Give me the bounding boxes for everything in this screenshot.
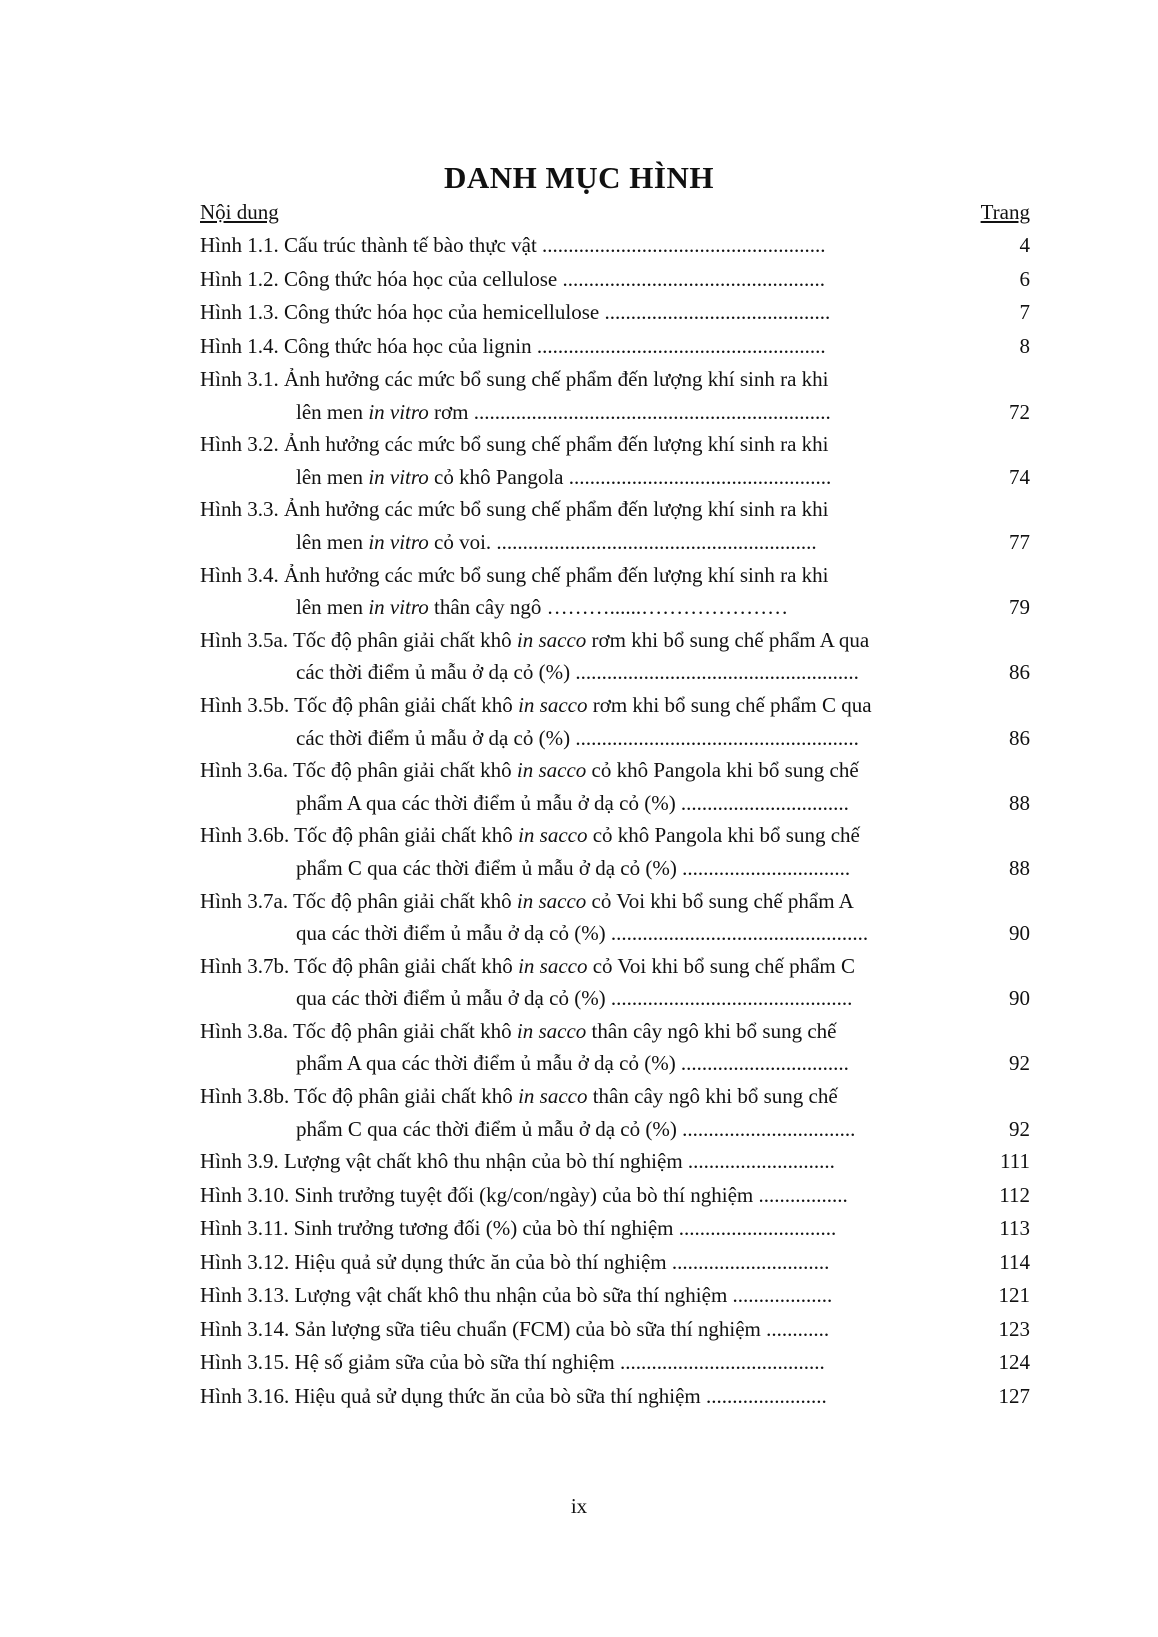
figure-entry-page: 121: [998, 1283, 1030, 1308]
figure-entry-text: Hình 3.15. Hệ số giảm sữa của bò sữa thí nghiệm .......................................: [200, 1350, 825, 1375]
figure-entry-text: Hình 3.13. Lượng vật chất khô thu nhận của bò sữa thí nghiệm ...................: [200, 1283, 833, 1308]
text-run: cỏ voi. .............................................................: [428, 529, 817, 554]
figure-entry[interactable]: [200, 330, 1030, 364]
figure-entry-page: 86: [1009, 660, 1030, 685]
figure-entry-page: 111: [1000, 1149, 1030, 1174]
figure-entry-page: 88: [1009, 855, 1030, 880]
figure-entry[interactable]: [200, 1346, 1030, 1380]
figure-entry-text: Hình 3.3. Ảnh hưởng các mức bổ sung chế phẩm đến lượng khí sinh ra khi: [200, 497, 829, 522]
text-run: Hình 3.6b. Tốc độ phân giải chất khô: [200, 823, 519, 848]
figure-entry-text: Hình 3.14. Sản lượng sữa tiêu chuẩn (FCM) của bò sữa thí nghiệm ............: [200, 1316, 830, 1341]
italic-term: in vitro: [368, 464, 429, 489]
italic-term: in sacco: [518, 823, 588, 848]
text-run: Hình 3.7a. Tốc độ phân giải chất khô: [200, 888, 517, 913]
figure-entry-page: 92: [1009, 1051, 1030, 1076]
figure-entry-text: Hình 3.12. Hiệu quả sử dụng thức ăn của bò thí nghiệm ..............................: [200, 1249, 830, 1274]
figure-entry-continuation: [200, 396, 970, 429]
figure-entry-text: [200, 823, 860, 847]
figure-entry-text: Hình 3.11. Sinh trưởng tương đối (%) của bò thí nghiệm ..............................: [200, 1216, 837, 1241]
figure-entry-page: 90: [1009, 921, 1030, 946]
text-run: lên men: [296, 399, 369, 424]
figure-entry[interactable]: [200, 363, 1030, 428]
figure-entry-page: 74: [1009, 464, 1030, 489]
text-run: thân cây ngô ………......…………………: [428, 595, 789, 620]
figure-entry-text: [200, 1019, 837, 1043]
figure-entry-page: 114: [999, 1249, 1030, 1274]
figure-entry[interactable]: [200, 1015, 1030, 1080]
text-run: cỏ khô Pangola ..................................................: [428, 464, 832, 489]
figure-entry[interactable]: [200, 1246, 1030, 1280]
text-run: thân cây ngô khi bổ sung chế: [587, 1084, 838, 1109]
italic-term: in sacco: [518, 953, 588, 978]
text-run: Hình 3.5a. Tốc độ phân giải chất khô: [200, 627, 517, 652]
text-run: rơm ....................................................................: [428, 399, 831, 424]
figure-entry-page: 124: [998, 1350, 1030, 1375]
figure-entry[interactable]: [200, 885, 1030, 950]
figure-entry[interactable]: [200, 1179, 1030, 1213]
figure-entry-page: 8: [1019, 333, 1030, 358]
page-title: DANH MỤC HÌNH: [444, 160, 714, 195]
figure-entry-text: Hình 1.3. Công thức hóa học của hemicellulose ...........................................: [200, 300, 831, 324]
italic-term: in sacco: [516, 758, 587, 783]
figure-entry[interactable]: [200, 1080, 1030, 1145]
figure-entry-page: 7: [1019, 300, 1030, 324]
figure-entry[interactable]: [200, 1279, 1030, 1313]
figure-entry-text: Hình 3.9. Lượng vật chất khô thu nhận của bò thí nghiệm ............................: [200, 1149, 835, 1174]
figure-entry-page: 123: [998, 1316, 1030, 1341]
text-run: lên men: [296, 464, 369, 489]
figure-entry[interactable]: [200, 493, 1030, 558]
figure-entry-continuation: các thời điểm ủ mẫu ở dạ cỏ (%) ......................................................: [296, 660, 859, 685]
text-run: cỏ khô Pangola khi bổ sung chế: [587, 823, 860, 848]
figure-entry-text: Hình 3.2. Ảnh hưởng các mức bổ sung chế phẩm đến lượng khí sinh ra khi: [200, 432, 829, 457]
figure-entry-text: Hình 1.2. Công thức hóa học của cellulose ..................................................: [200, 266, 825, 291]
figure-list: [200, 196, 1030, 1413]
figure-entry-page: 4: [1019, 233, 1030, 257]
figure-entry-page: 72: [1009, 399, 1030, 424]
figure-entry[interactable]: [200, 229, 1030, 263]
figure-entry-page: 6: [1019, 266, 1030, 291]
figure-entry-text: [200, 954, 855, 978]
figure-entry-page: 92: [1009, 1116, 1030, 1141]
page-column-label: Trang: [980, 200, 1030, 224]
text-run: lên men: [296, 529, 369, 554]
figure-entry[interactable]: [200, 1380, 1030, 1414]
figure-entry-page: 127: [998, 1383, 1030, 1408]
figure-entry-page: 77: [1009, 529, 1030, 554]
italic-term: in vitro: [368, 529, 429, 554]
figure-entry[interactable]: [200, 559, 1030, 624]
italic-term: in sacco: [516, 1018, 587, 1043]
text-run: rơm khi bổ sung chế phẩm C qua: [587, 692, 872, 717]
figure-entry-text: [200, 889, 854, 913]
figure-entry[interactable]: [200, 689, 1030, 754]
figure-entry-continuation: qua các thời điểm ủ mẫu ở dạ cỏ (%) ..............................................: [296, 986, 853, 1011]
text-run: Hình 3.8b. Tốc độ phân giải chất khô: [200, 1084, 519, 1109]
figure-entry[interactable]: [200, 819, 1030, 884]
figure-entry-continuation: [200, 526, 970, 559]
figure-entry-text: [200, 758, 859, 782]
figure-entry-page: 79: [1009, 595, 1030, 620]
italic-term: in vitro: [368, 399, 429, 424]
text-run: lên men: [296, 595, 369, 620]
figure-entry[interactable]: [200, 263, 1030, 297]
italic-term: in sacco: [516, 627, 587, 652]
figure-entry[interactable]: [200, 428, 1030, 493]
text-run: Hình 3.5b. Tốc độ phân giải chất khô: [200, 692, 519, 717]
figure-entry-text: [200, 1084, 838, 1108]
text-run: Hình 3.7b. Tốc độ phân giải chất khô: [200, 953, 519, 978]
figure-entry-continuation: qua các thời điểm ủ mẫu ở dạ cỏ (%) .................................................: [296, 921, 869, 946]
figure-entry-page: 112: [999, 1182, 1030, 1207]
figure-entry-continuation: [200, 461, 970, 494]
figure-entry-continuation: phẩm C qua các thời điểm ủ mẫu ở dạ cỏ (%) ................................: [296, 855, 851, 880]
italic-term: in sacco: [518, 692, 588, 717]
text-run: Hình 3.6a. Tốc độ phân giải chất khô: [200, 758, 517, 783]
figure-entry-page: 90: [1009, 986, 1030, 1011]
content-column-label: Nội dung: [200, 200, 279, 224]
italic-term: in sacco: [518, 1084, 588, 1109]
figure-entry-page: 86: [1009, 725, 1030, 750]
page-number: ix: [570, 1494, 588, 1518]
figure-entry-continuation: phẩm A qua các thời điểm ủ mẫu ở dạ cỏ (%) ................................: [296, 1051, 849, 1076]
figure-entry[interactable]: [200, 1212, 1030, 1246]
figure-entry-continuation: phẩm A qua các thời điểm ủ mẫu ở dạ cỏ (%) ................................: [296, 790, 849, 815]
text-run: Hình 3.8a. Tốc độ phân giải chất khô: [200, 1018, 517, 1043]
figure-entry-text: Hình 3.1. Ảnh hưởng các mức bổ sung chế phẩm đến lượng khí sinh ra khi: [200, 367, 829, 391]
figure-entry-text: Hình 3.16. Hiệu quả sử dụng thức ăn của bò sữa thí nghiệm .......................: [200, 1383, 827, 1408]
figure-entry-continuation: các thời điểm ủ mẫu ở dạ cỏ (%) ......................................................: [296, 725, 859, 750]
figure-entry-page: 88: [1009, 790, 1030, 815]
text-run: cỏ Voi khi bổ sung chế phẩm C: [587, 953, 856, 978]
text-run: thân cây ngô khi bổ sung chế: [586, 1018, 837, 1043]
figure-entry[interactable]: [200, 296, 1030, 330]
figure-entry[interactable]: [200, 1313, 1030, 1347]
figure-entry-text: Hình 3.4. Ảnh hưởng các mức bổ sung chế phẩm đến lượng khí sinh ra khi: [200, 562, 829, 587]
figure-entry[interactable]: [200, 624, 1030, 689]
italic-term: in sacco: [516, 888, 587, 913]
figure-entry-text: Hình 1.4. Công thức hóa học của lignin .......................................................: [200, 333, 826, 358]
figure-entry-page: 113: [999, 1216, 1030, 1241]
text-run: cỏ Voi khi bổ sung chế phẩm A: [586, 888, 854, 913]
figure-entry-text: [200, 693, 872, 717]
figure-entry-text: Hình 3.10. Sinh trưởng tuyệt đối (kg/con/ngày) của bò thí nghiệm .................: [200, 1182, 848, 1207]
figure-entry[interactable]: [200, 754, 1030, 819]
figure-entry-text: [200, 628, 869, 652]
figure-entry-continuation: phẩm C qua các thời điểm ủ mẫu ở dạ cỏ (%) .................................: [296, 1116, 856, 1141]
figure-entry[interactable]: [200, 1145, 1030, 1179]
figure-entry-continuation: [200, 591, 970, 624]
list-header: [200, 196, 1030, 229]
figure-entry[interactable]: [200, 950, 1030, 1015]
text-run: rơm khi bổ sung chế phẩm A qua: [586, 627, 870, 652]
figure-entry-text: Hình 1.1. Cấu trúc thành tế bào thực vật ......................................................: [200, 233, 826, 257]
text-run: cỏ khô Pangola khi bổ sung chế: [586, 758, 859, 783]
italic-term: in vitro: [368, 595, 429, 620]
